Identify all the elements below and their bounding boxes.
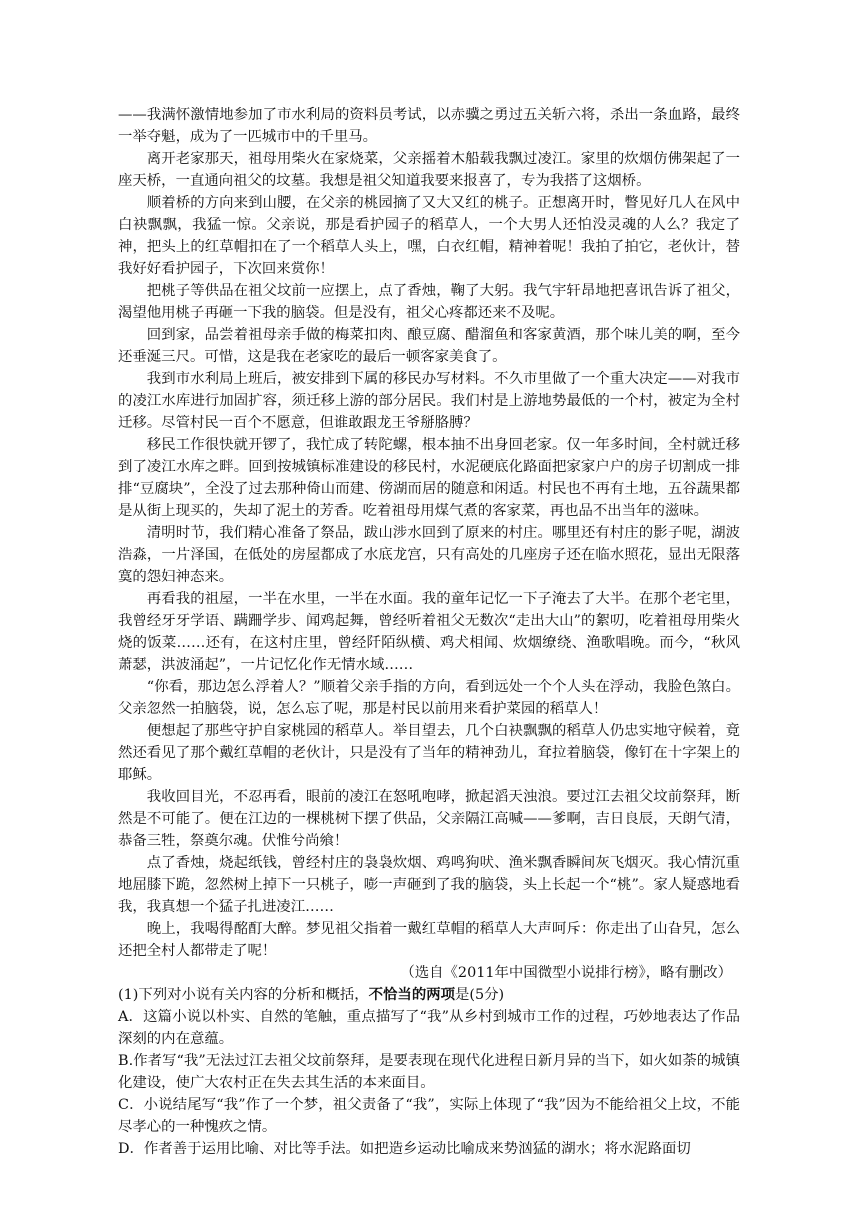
story-paragraph: 把桃子等供品在祖父坟前一应摆上，点了香烛，鞠了大躬。我气宇轩昂地把喜讯告诉了祖父，渴望他用桃子再砸一下我的脑袋。但是没有，祖父心疼都还来不及呢。 [118,283,740,321]
story-paragraph: 离开老家那天，祖母用柴火在家烧菜，父亲摇着木船载我飘过凌江。家里的炊烟仿佛架起了一座天桥，一直通向祖父的坟墓。我想是祖父知道我要来报喜了，专为我搭了这烟桥。 [118,151,740,189]
answer-option-d: D．作者善于运用比喻、对比等手法。如把造乡运动比喻成来势汹猛的湖水；将水泥路面切 [118,1141,691,1157]
story-paragraph: 我到市水利局上班后，被安排到下属的移民办写材料。不久市里做了一个重大决定——对我市的凌江水库进行加固扩容，须迁移上游的部分居民。我们村是上游地势最低的一个村，被定为全村迁移。尽管村民一百个不愿意，但谁敢跟龙王爷掰胳膊？ [118,371,740,431]
story-paragraph: 再看我的祖屋，一半在水里，一半在水面。我的童年记忆一下子淹去了大半。在那个老宅里，我曾经牙牙学语、蹒跚学步、闻鸡起舞，曾经听着祖父无数次“走出大山”的絮叨，吃着祖母用柴火烧的饭菜……还有，在这村庄里，曾经阡陌纵横、鸡犬相闻、炊烟缭绕、渔歌唱晚。而今，“秋风萧瑟，洪波涌起”，一片记忆化作无情水域…… [118,591,740,673]
story-paragraph: “你看，那边怎么浮着人？”顺着父亲手指的方向，看到远处一个个人头在浮动，我脸色煞白。父亲忽然一拍脑袋，说，怎么忘了呢，那是村民以前用来看护菜园的稻草人！ [118,679,740,717]
story-paragraph: 晚上，我喝得酩酊大醉。梦见祖父指着一戴红草帽的稻草人大声呵斥：你走出了山旮旯，怎么还把全村人都带走了呢！ [118,921,740,959]
story-paragraph: 我收回目光，不忍再看，眼前的凌江在怒吼咆哮，掀起滔天浊浪。要过江去祖父坟前祭拜，断然是不可能了。便在江边的一棵桃树下摆了供品，父亲隔江高喊——爹啊，吉日良辰，天朗气清，恭备三牲，祭奠尔魂。伏惟兮尚飨！ [118,789,740,849]
story-paragraph: 点了香烛，烧起纸钱，曾经村庄的袅袅炊烟、鸡鸣狗吠、渔米飘香瞬间灰飞烟灭。我心情沉重地屈膝下跪，忽然树上掉下一只桃子，嘭一声砸到了我的脑袋，头上长起一个“桃”。家人疑惑地看我，我真想一个猛子扎进凌江…… [118,855,740,915]
answer-option-a: A．这篇小说以朴实、自然的笔触，重点描写了“我”从乡村到城市工作的过程，巧妙地表达了作品深刻的内在意蕴。 [118,1009,740,1047]
story-paragraph: 顺着桥的方向来到山腰，在父亲的桃园摘了又大又红的桃子。正想离开时，瞥见好几人在风中白袂飘飘，我猛一惊。父亲说，那是看护园子的稻草人，一个大男人还怕没灵魂的人么？我定了神，把头上的红草帽扣在了一个稻草人头上，嘿，白衣红帽，精神着呢！我拍了拍它，老伙计，替我好好看护园子，下次回来赏你！ [118,195,740,277]
answer-option-c: C．小说结尾写“我”作了一个梦，祖父责备了“我”，实际上体现了“我”因为不能给祖父上坟，不能尽孝心的一种愧疚之情。 [118,1097,740,1135]
question-prefix: (1)下列对小说有关内容的分析和概括， [118,987,369,1003]
question-emphasis: 不恰当的两项 [368,986,455,1003]
document-page [118,104,740,1160]
story-paragraph: 回到家，品尝着祖母亲手做的梅菜扣肉、酿豆腐、醋溜鱼和客家黄酒，那个味儿美的啊，至今还垂涎三尺。可惜，这是我在老家吃的最后一顿客家美食了。 [118,327,740,365]
story-paragraph: ——我满怀激情地参加了市水利局的资料员考试，以赤骥之勇过五关斩六将，杀出一条血路，最终一举夺魁，成为了一匹城市中的千里马。 [118,107,740,145]
question-suffix: 是(5分) [455,987,505,1003]
answer-option-b: B.作者写“我”无法过江去祖父坟前祭拜，是要表现在现代化进程日新月异的当下，如火如荼的城镇化建设，使广大农村正在失去其生活的本来面目。 [118,1053,740,1091]
story-paragraph: 清明时节，我们精心准备了祭品，跋山涉水回到了原来的村庄。哪里还有村庄的影子呢，湖波浩淼，一片泽国，在低处的房屋都成了水底龙宫，只有高处的几座房子还在临水照花，显出无限落寞的怨妇神态来。 [118,525,740,585]
story-paragraph: 便想起了那些守护自家桃园的稻草人。举目望去，几个白袂飘飘的稻草人仍忠实地守候着，竟然还看见了那个戴红草帽的老伙计，只是没有了当年的精神劲儿，耷拉着脑袋，像钉在十字架上的耶稣。 [118,723,740,783]
question-stem [118,984,740,1006]
story-paragraph: 移民工作很快就开锣了，我忙成了转陀螺，根本抽不出身回老家。仅一年多时间，全村就迁移到了凌江水库之畔。回到按城镇标准建设的移民村，水泥硬底化路面把家家户户的房子切割成一排排“豆腐块”，全没了过去那种倚山而建、傍湖而居的随意和闲适。村民也不再有土地，五谷蔬果都是从街上现买的，失却了泥土的芳香。吃着祖母用煤气煮的客家菜，再也品不出当年的滋味。 [118,437,740,519]
source-citation: （选自《2011年中国微型小说排行榜》，略有删改） [400,965,732,981]
